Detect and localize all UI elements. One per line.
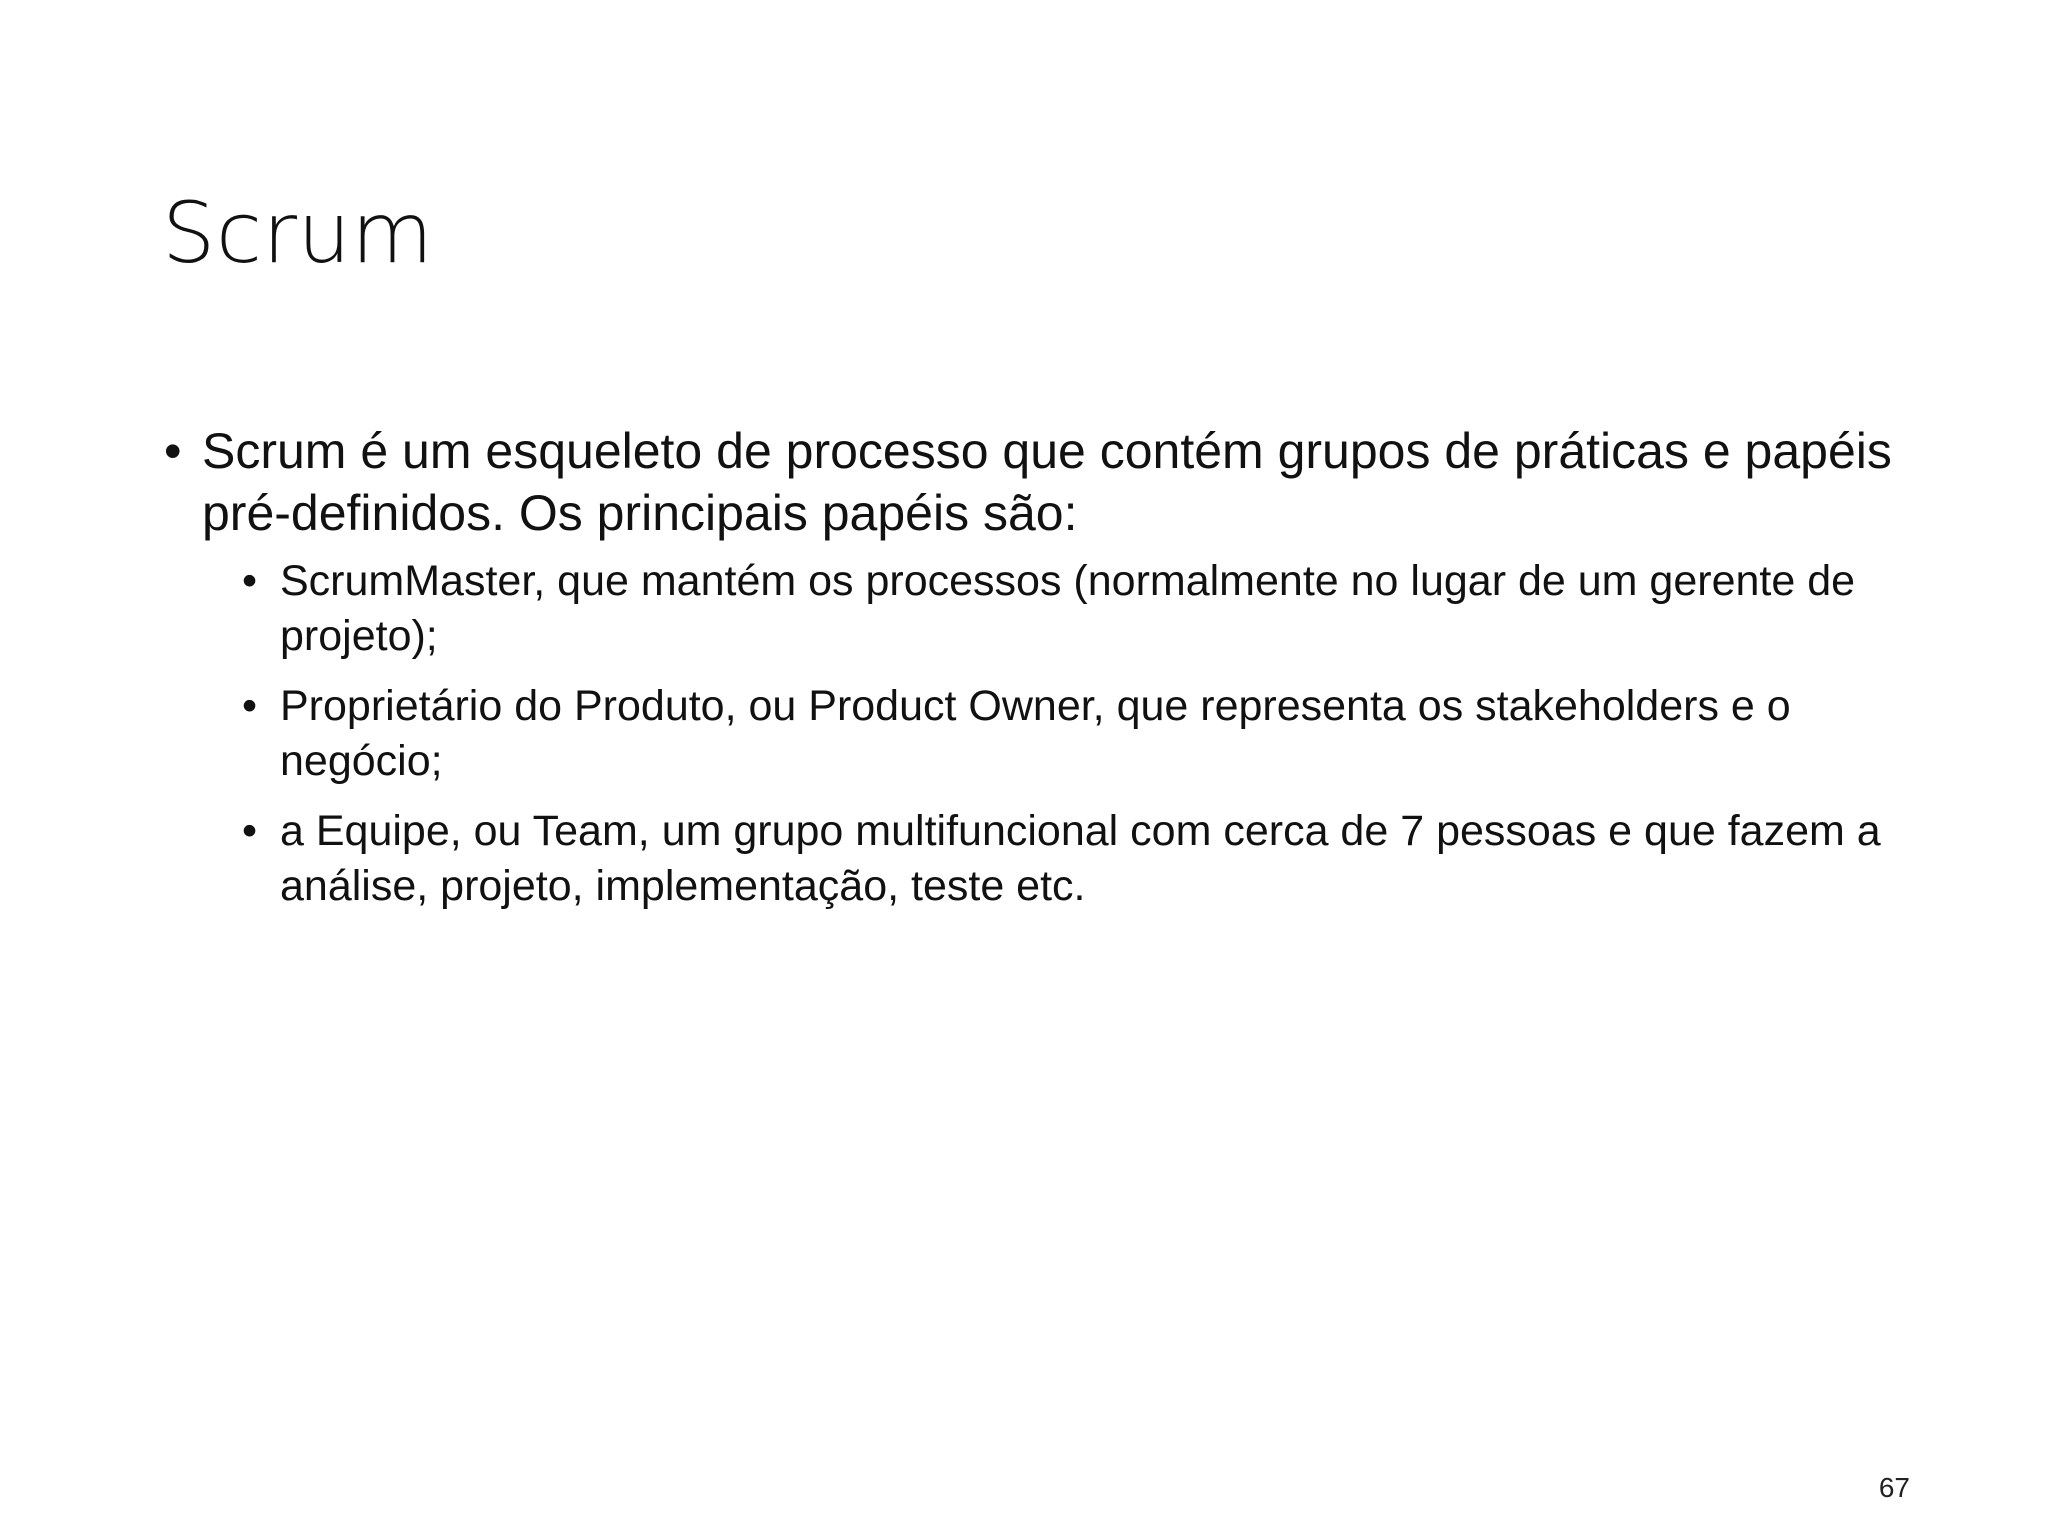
slide-content <box>162 420 1922 929</box>
sub-bullet-item <box>240 554 1922 664</box>
sub-bullet-item <box>240 679 1922 789</box>
bullet-text: Scrum é um esqueleto de processo que contém grupos de práticas e papéis pré-definidos. Os principais papéis são: <box>202 423 1892 541</box>
sub-bullet-dot: • <box>242 807 258 855</box>
bullet-dot: • <box>164 423 182 479</box>
bullet-item <box>162 420 1922 544</box>
sub-bullet-item <box>240 804 1922 914</box>
sub-bullet-text: Proprietário do Produto, ou Product Owner, que representa os stakeholders e o negócio; <box>280 682 1791 785</box>
sub-bullet-list <box>162 554 1922 914</box>
slide-title: Scrum <box>162 184 434 282</box>
sub-bullet-text: ScrumMaster, que mantém os processos (normalmente no lugar de um gerente de projeto); <box>280 557 1856 660</box>
sub-bullet-dot: • <box>242 682 258 730</box>
sub-bullet-text: a Equipe, ou Team, um grupo multifuncional com cerca de 7 pessoas e que fazem a análise, projeto, implementação, teste etc. <box>280 807 1881 910</box>
sub-bullet-dot: • <box>242 557 258 605</box>
page-number: 67 <box>1878 1472 1910 1503</box>
